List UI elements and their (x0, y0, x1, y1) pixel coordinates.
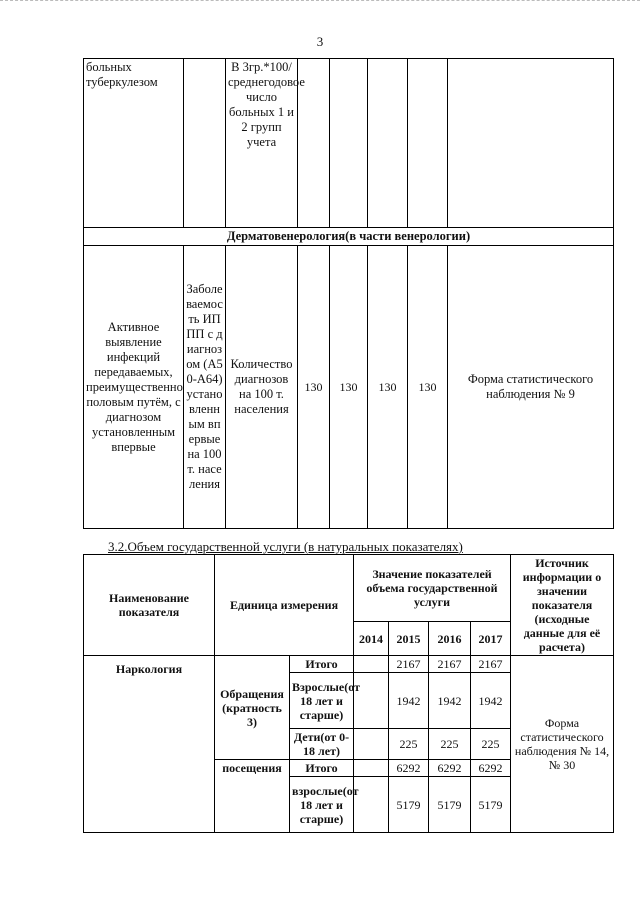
formula-cell: В 3гр.*100/среднегодовое число больных 1 и 2 групп учета (226, 59, 298, 228)
indicator-name-cell: Активное выявление инфекций передаваемых, преимущественно половым путём, с диагнозом установленным впервые (84, 246, 184, 529)
header-row (84, 555, 614, 622)
value-cell: 5179 (471, 777, 511, 833)
empty-cell (184, 59, 226, 228)
table-row (84, 59, 614, 228)
header-year: 2014 (354, 622, 389, 656)
unit-cell: Количество диагнозов на 100 т. населения (226, 246, 298, 529)
indicators-table-continued (83, 58, 614, 529)
section-row (84, 228, 614, 246)
value-cell: 130 (298, 246, 330, 529)
row-label: Дети(от 0-18 лет) (290, 729, 354, 760)
value-cell (354, 729, 389, 760)
empty-cell (448, 59, 614, 228)
value-cell: 6292 (471, 760, 511, 777)
header-values-group: Значение показателей объема государственной услуги (354, 555, 511, 622)
volume-table (83, 554, 614, 833)
header-year: 2016 (429, 622, 471, 656)
value-cell: 5179 (389, 777, 429, 833)
header-name: Наименование показателя (84, 555, 215, 656)
value-cell (354, 777, 389, 833)
empty-cell (330, 59, 368, 228)
table-row (84, 246, 614, 529)
source-cell: Форма статистического наблюдения № 9 (448, 246, 614, 529)
value-cell (354, 656, 389, 673)
header-source: Источник информации о значении показателя (исходные данные для её расчета) (511, 555, 614, 656)
value-cell: 130 (330, 246, 368, 529)
source-cell: Форма статистического наблюдения № 14, № 30 (511, 656, 614, 833)
section-heading: 3.2.Объем государственной услуги (в натуральных показателях) (108, 539, 463, 554)
indicator-name-cell: больных туберкулезом (84, 59, 184, 228)
header-year: 2017 (471, 622, 511, 656)
value-cell: 130 (408, 246, 448, 529)
value-cell: 5179 (429, 777, 471, 833)
value-cell: 1942 (389, 673, 429, 729)
unit-cell: посещения (215, 760, 290, 833)
value-cell: 2167 (389, 656, 429, 673)
unit-cell: Обращения (кратность 3) (215, 656, 290, 760)
header-unit: Единица измерения (215, 555, 354, 656)
value-cell: 6292 (429, 760, 471, 777)
indicator-description-cell: Заболеваемость ИППП с диагнозом (А50-А64) установленным впервые на 100 т. населения (184, 246, 226, 529)
row-label: взрослые(от 18 лет и старше) (290, 777, 354, 833)
value-cell: 225 (429, 729, 471, 760)
value-cell: 2167 (429, 656, 471, 673)
indicator-cell: Наркология (84, 656, 215, 833)
scan-edge (0, 0, 640, 5)
row-label: Итого (290, 760, 354, 777)
page-number: 3 (316, 34, 324, 49)
value-cell: 225 (389, 729, 429, 760)
empty-cell (408, 59, 448, 228)
empty-cell (368, 59, 408, 228)
value-cell: 6292 (389, 760, 429, 777)
value-cell: 130 (368, 246, 408, 529)
value-cell: 2167 (471, 656, 511, 673)
row-label: Взрослые(от 18 лет и старше) (290, 673, 354, 729)
value-cell (354, 760, 389, 777)
value-cell: 1942 (429, 673, 471, 729)
header-year: 2015 (389, 622, 429, 656)
row-label: Итого (290, 656, 354, 673)
value-cell: 1942 (471, 673, 511, 729)
value-cell: 225 (471, 729, 511, 760)
table-row (84, 656, 614, 673)
section-title: Дерматовенерология(в части венерологии) (84, 228, 614, 246)
